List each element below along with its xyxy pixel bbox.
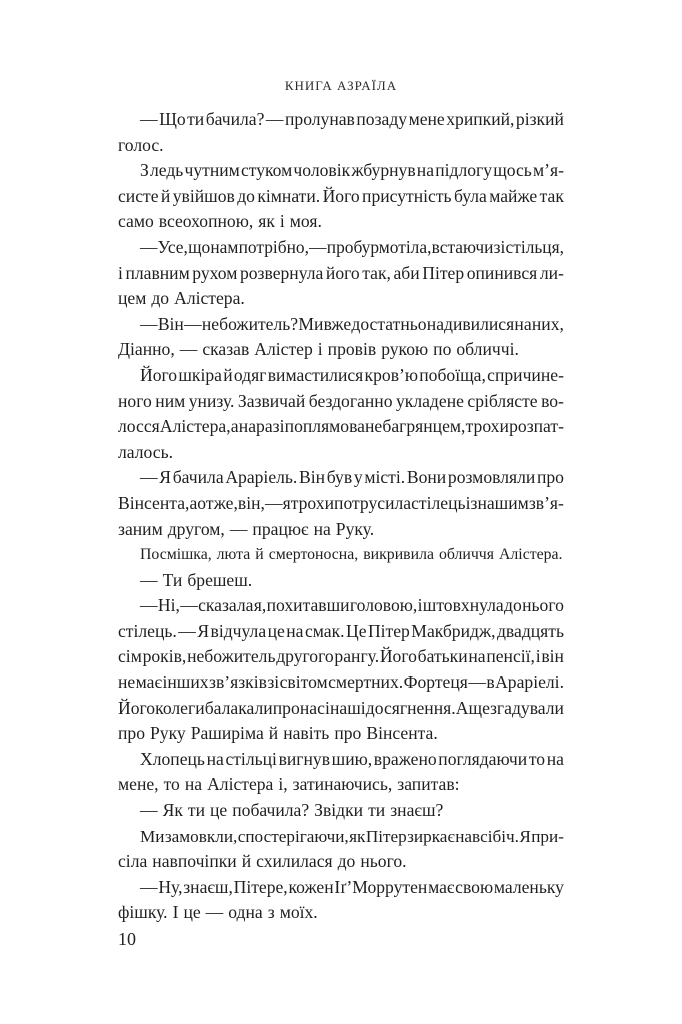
text-line: Посмішка, люта й смертоносна, викривила обличчя Алістера. [140,546,563,564]
text-line: мене, то на Алістера і, затинаючись, запитав: [118,774,460,795]
text-line: сім років, небожитель другого рангу. Його батьки на пенсії, і він [118,646,564,667]
text-line: — Що ти бачила? — пролунав позаду мене хрипкий, різкий [140,109,564,129]
text-line: сіла навпочіпки й схилилася до нього. [118,851,407,872]
text-line: — Він — небожитель? Ми вже достатньо надивилися на них, [140,313,564,334]
body-text [118,107,564,926]
running-head: КНИГА АЗРАЇЛА [284,78,398,93]
text-line: систе й увійшов до кімнати. Його присутність була майже так [118,185,564,206]
text-line: і плавним рухом розвернула його так, аби Пітер опинився ли- [118,262,564,283]
text-line: Ми замовкли, спостерігаючи, як Пітер зиркає навсібіч. Я при- [140,826,564,846]
text-line: про Руку Раширіма й навіть про Вінсента. [118,723,438,744]
text-line: фішку. І це — одна з моїх. [118,902,318,923]
text-line: голос. [118,134,164,155]
text-line: лалось. [118,441,173,462]
page-number: 10 [118,929,136,949]
text-line: — Ти брешеш. [140,569,253,590]
text-line: Діанно, — сказав Алістер і провів рукою по обличчі. [118,339,519,360]
text-line: заним другом, — працює на Руку. [118,518,375,539]
text-line: цем до Алістера. [118,288,245,309]
text-line: — Я бачила Араріель. Він був у місті. Вони розмовляли про [140,467,564,488]
text-line: — Усе, що нам потрібно, — пробурмотіла, встаючи зі стільця, [140,236,564,257]
text-line: ного ним унизу. Зазвичай бездоганно укладене сріблясте во- [118,390,564,411]
text-line: Його шкіра й одяг вимастилися кров’ю побоїща, спричине- [140,364,564,385]
text-line: З ледь чутним стуком чоловік жбурнув на підлогу щось м’я- [140,160,564,181]
text-line: Його колеги балакали про нас і наші досягнення. А ще згадували [118,697,564,718]
text-line: Вінсента, а отже, він, — я трохи потрусила стілець із нашим зв’я- [118,492,564,513]
text-line: лосся Алістера, а наразі поплямоване багрянцем, трохи розпат- [118,416,564,437]
text-line: — Ні, — сказала я, похитавши головою, і штовхнула до нього [140,595,564,616]
text-line: — Ну, знаєш, Пітере, кожен Іґ’Моррутен має свою маленьку [140,876,564,897]
text-line: само всеохопною, як і моя. [118,211,322,232]
text-line: Хлопець на стільці вигнув шию, вражено поглядаючи то на [140,748,564,769]
text-line: стілець. — Я відчула це на смак. Це Пітер Макбридж, двадцять [118,620,564,641]
text-line: — Як ти це побачила? Звідки ти знаєш? [140,800,444,821]
text-line: не має інших зв’язків зі світом смертних. Фортеця — в Араріелі. [118,672,564,693]
